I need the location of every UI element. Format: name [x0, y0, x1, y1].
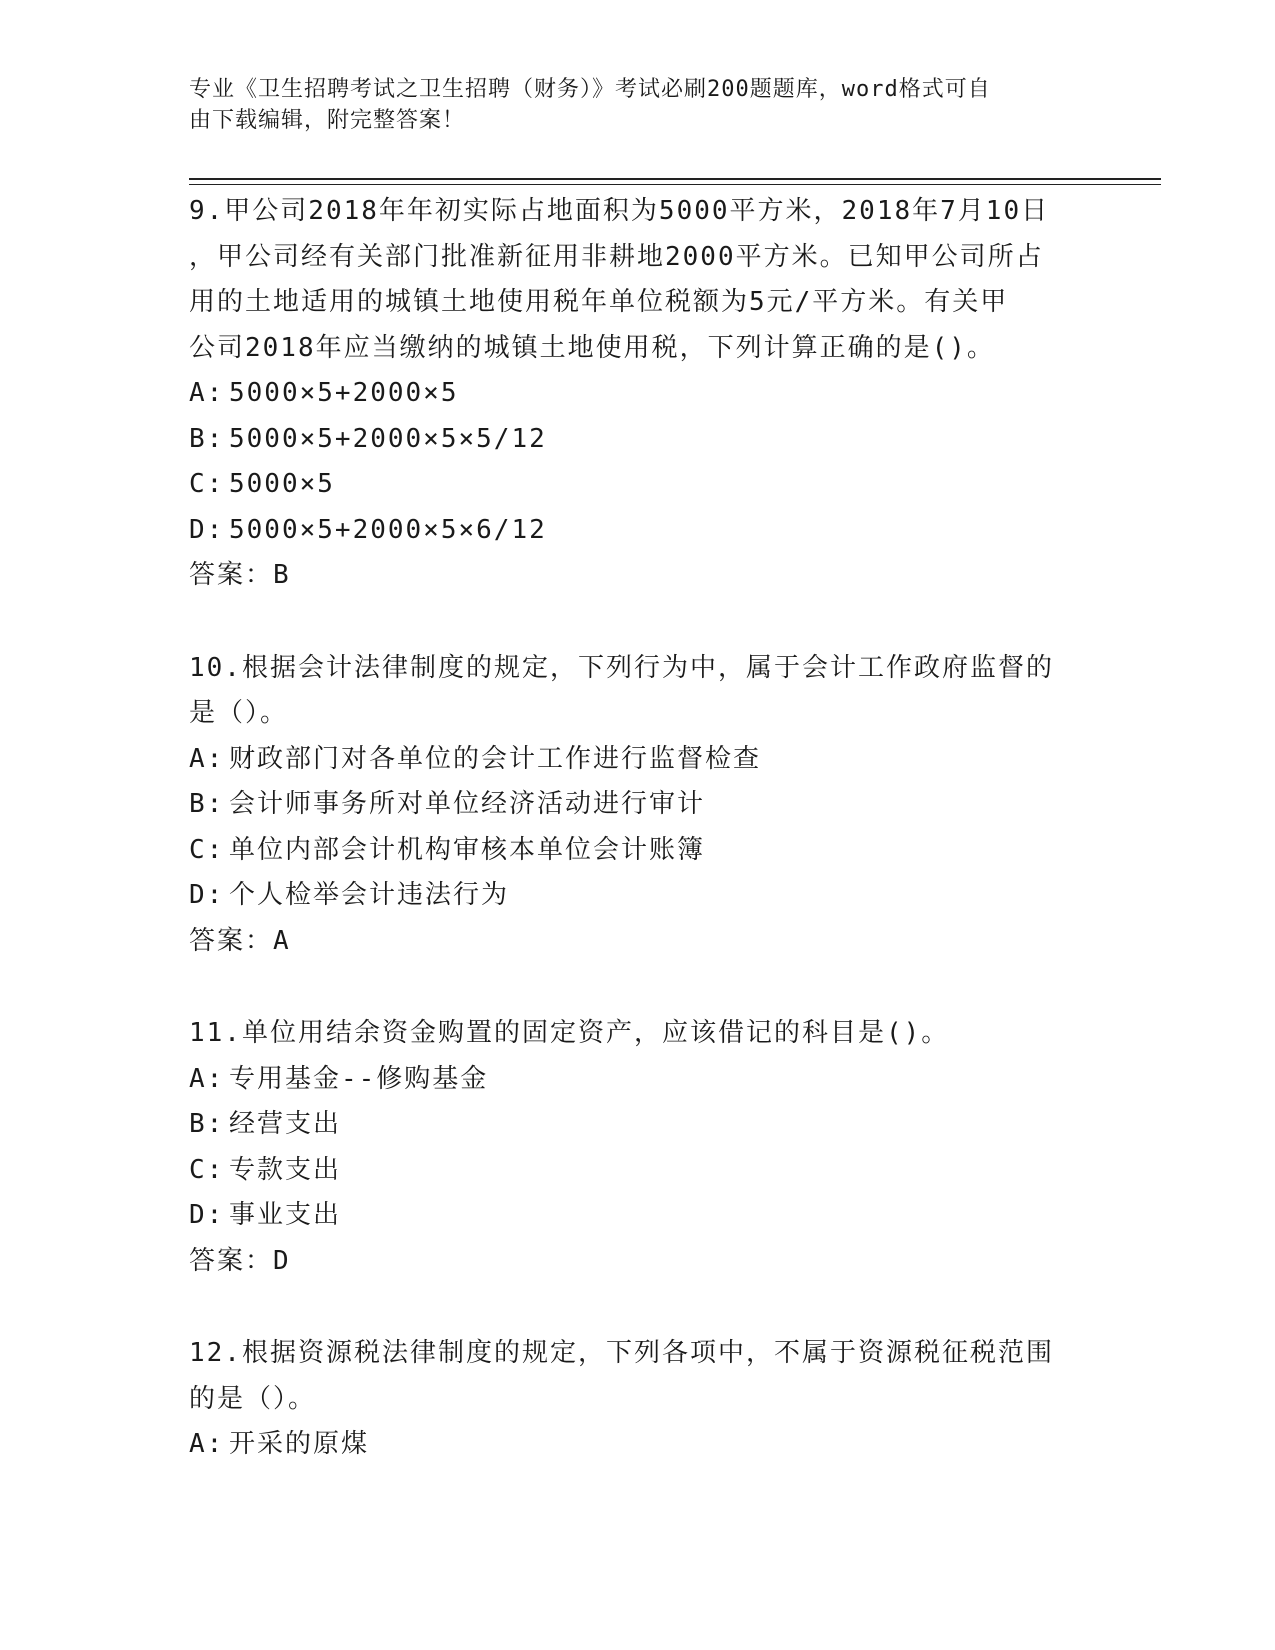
option-text: 单位内部会计机构审核本单位会计账簿 [229, 834, 706, 865]
option-d [189, 508, 1089, 554]
option-letter: B: [189, 1109, 225, 1139]
option-letter: D: [189, 514, 225, 545]
option-b [189, 417, 1089, 463]
option-letter: B: [189, 423, 225, 454]
header-rule-thick [189, 178, 1161, 180]
option-letter: D: [189, 1200, 225, 1230]
option-b [189, 782, 1089, 828]
question-stem-line: 公司2018年应当缴纳的城镇土地使用税，下列计算正确的是()。 [189, 332, 995, 363]
answer-line: 答案：D [189, 1245, 291, 1276]
option-text: 5000×5+2000×5×6/12 [229, 514, 547, 545]
header-title-line-2: 由下载编辑，附完整答案！ [189, 108, 466, 133]
question-10 [189, 646, 1089, 965]
question-stem-line: ，甲公司经有关部门批准新征用非耕地2000平方米。已知甲公司所占 [189, 241, 1044, 272]
option-text: 5000×5+2000×5×5/12 [229, 423, 547, 454]
option-text: 开采的原煤 [229, 1429, 370, 1459]
question-11 [189, 1011, 1089, 1284]
option-c [189, 828, 1089, 874]
option-b [189, 1102, 1089, 1148]
option-text: 个人检举会计违法行为 [229, 880, 510, 910]
header-title-line-1: 专业《卫生招聘考试之卫生招聘（财务）》考试必刷200题题库，word格式可自 [189, 77, 991, 102]
option-letter: A: [189, 743, 225, 774]
question-9 [189, 189, 1089, 599]
option-a [189, 371, 1089, 417]
question-stem-line: 的是（）。 [189, 1383, 317, 1414]
option-text: 专款支出 [229, 1154, 342, 1185]
question-list [189, 189, 1089, 1515]
option-text: 专用基金--修购基金 [229, 1063, 489, 1094]
option-a [189, 1057, 1089, 1103]
option-d [189, 873, 1089, 919]
option-d [189, 1193, 1089, 1239]
question-stem-line: 用的土地适用的城镇土地使用税年单位税额为5元/平方米。有关甲 [189, 287, 1009, 317]
question-stem-line: 10.根据会计法律制度的规定，下列行为中，属于会计工作政府监督的 [189, 652, 1054, 683]
question-stem-line: 9.甲公司2018年年初实际占地面积为5000平方米，2018年7月10日 [189, 196, 1050, 226]
option-letter: B: [189, 789, 225, 819]
option-letter: A: [189, 1063, 225, 1094]
option-letter: C: [189, 834, 225, 865]
answer-line: 答案：A [189, 925, 291, 956]
option-text: 经营支出 [229, 1109, 342, 1139]
question-stem-line: 12.根据资源税法律制度的规定，下列各项中，不属于资源税征税范围 [189, 1338, 1054, 1368]
header-rule-thin [189, 184, 1161, 185]
document-header [189, 74, 1069, 136]
option-c [189, 1148, 1089, 1194]
question-stem-line: 是（）。 [189, 698, 289, 728]
option-text: 5000×5+2000×5 [229, 378, 459, 408]
option-letter: A: [189, 378, 225, 408]
answer-line: 答案：B [189, 560, 291, 590]
option-a [189, 1422, 1089, 1468]
option-letter: C: [189, 469, 225, 499]
option-a [189, 737, 1089, 783]
option-letter: C: [189, 1154, 225, 1185]
option-text: 事业支出 [229, 1200, 342, 1230]
option-letter: A: [189, 1429, 225, 1459]
question-stem-line: 11.单位用结余资金购置的固定资产，应该借记的科目是()。 [189, 1018, 950, 1048]
option-c [189, 462, 1089, 508]
option-text: 会计师事务所对单位经济活动进行审计 [229, 789, 706, 819]
option-text: 财政部门对各单位的会计工作进行监督检查 [229, 743, 762, 774]
option-letter: D: [189, 880, 225, 910]
option-text: 5000×5 [229, 469, 335, 499]
question-12 [189, 1331, 1089, 1468]
